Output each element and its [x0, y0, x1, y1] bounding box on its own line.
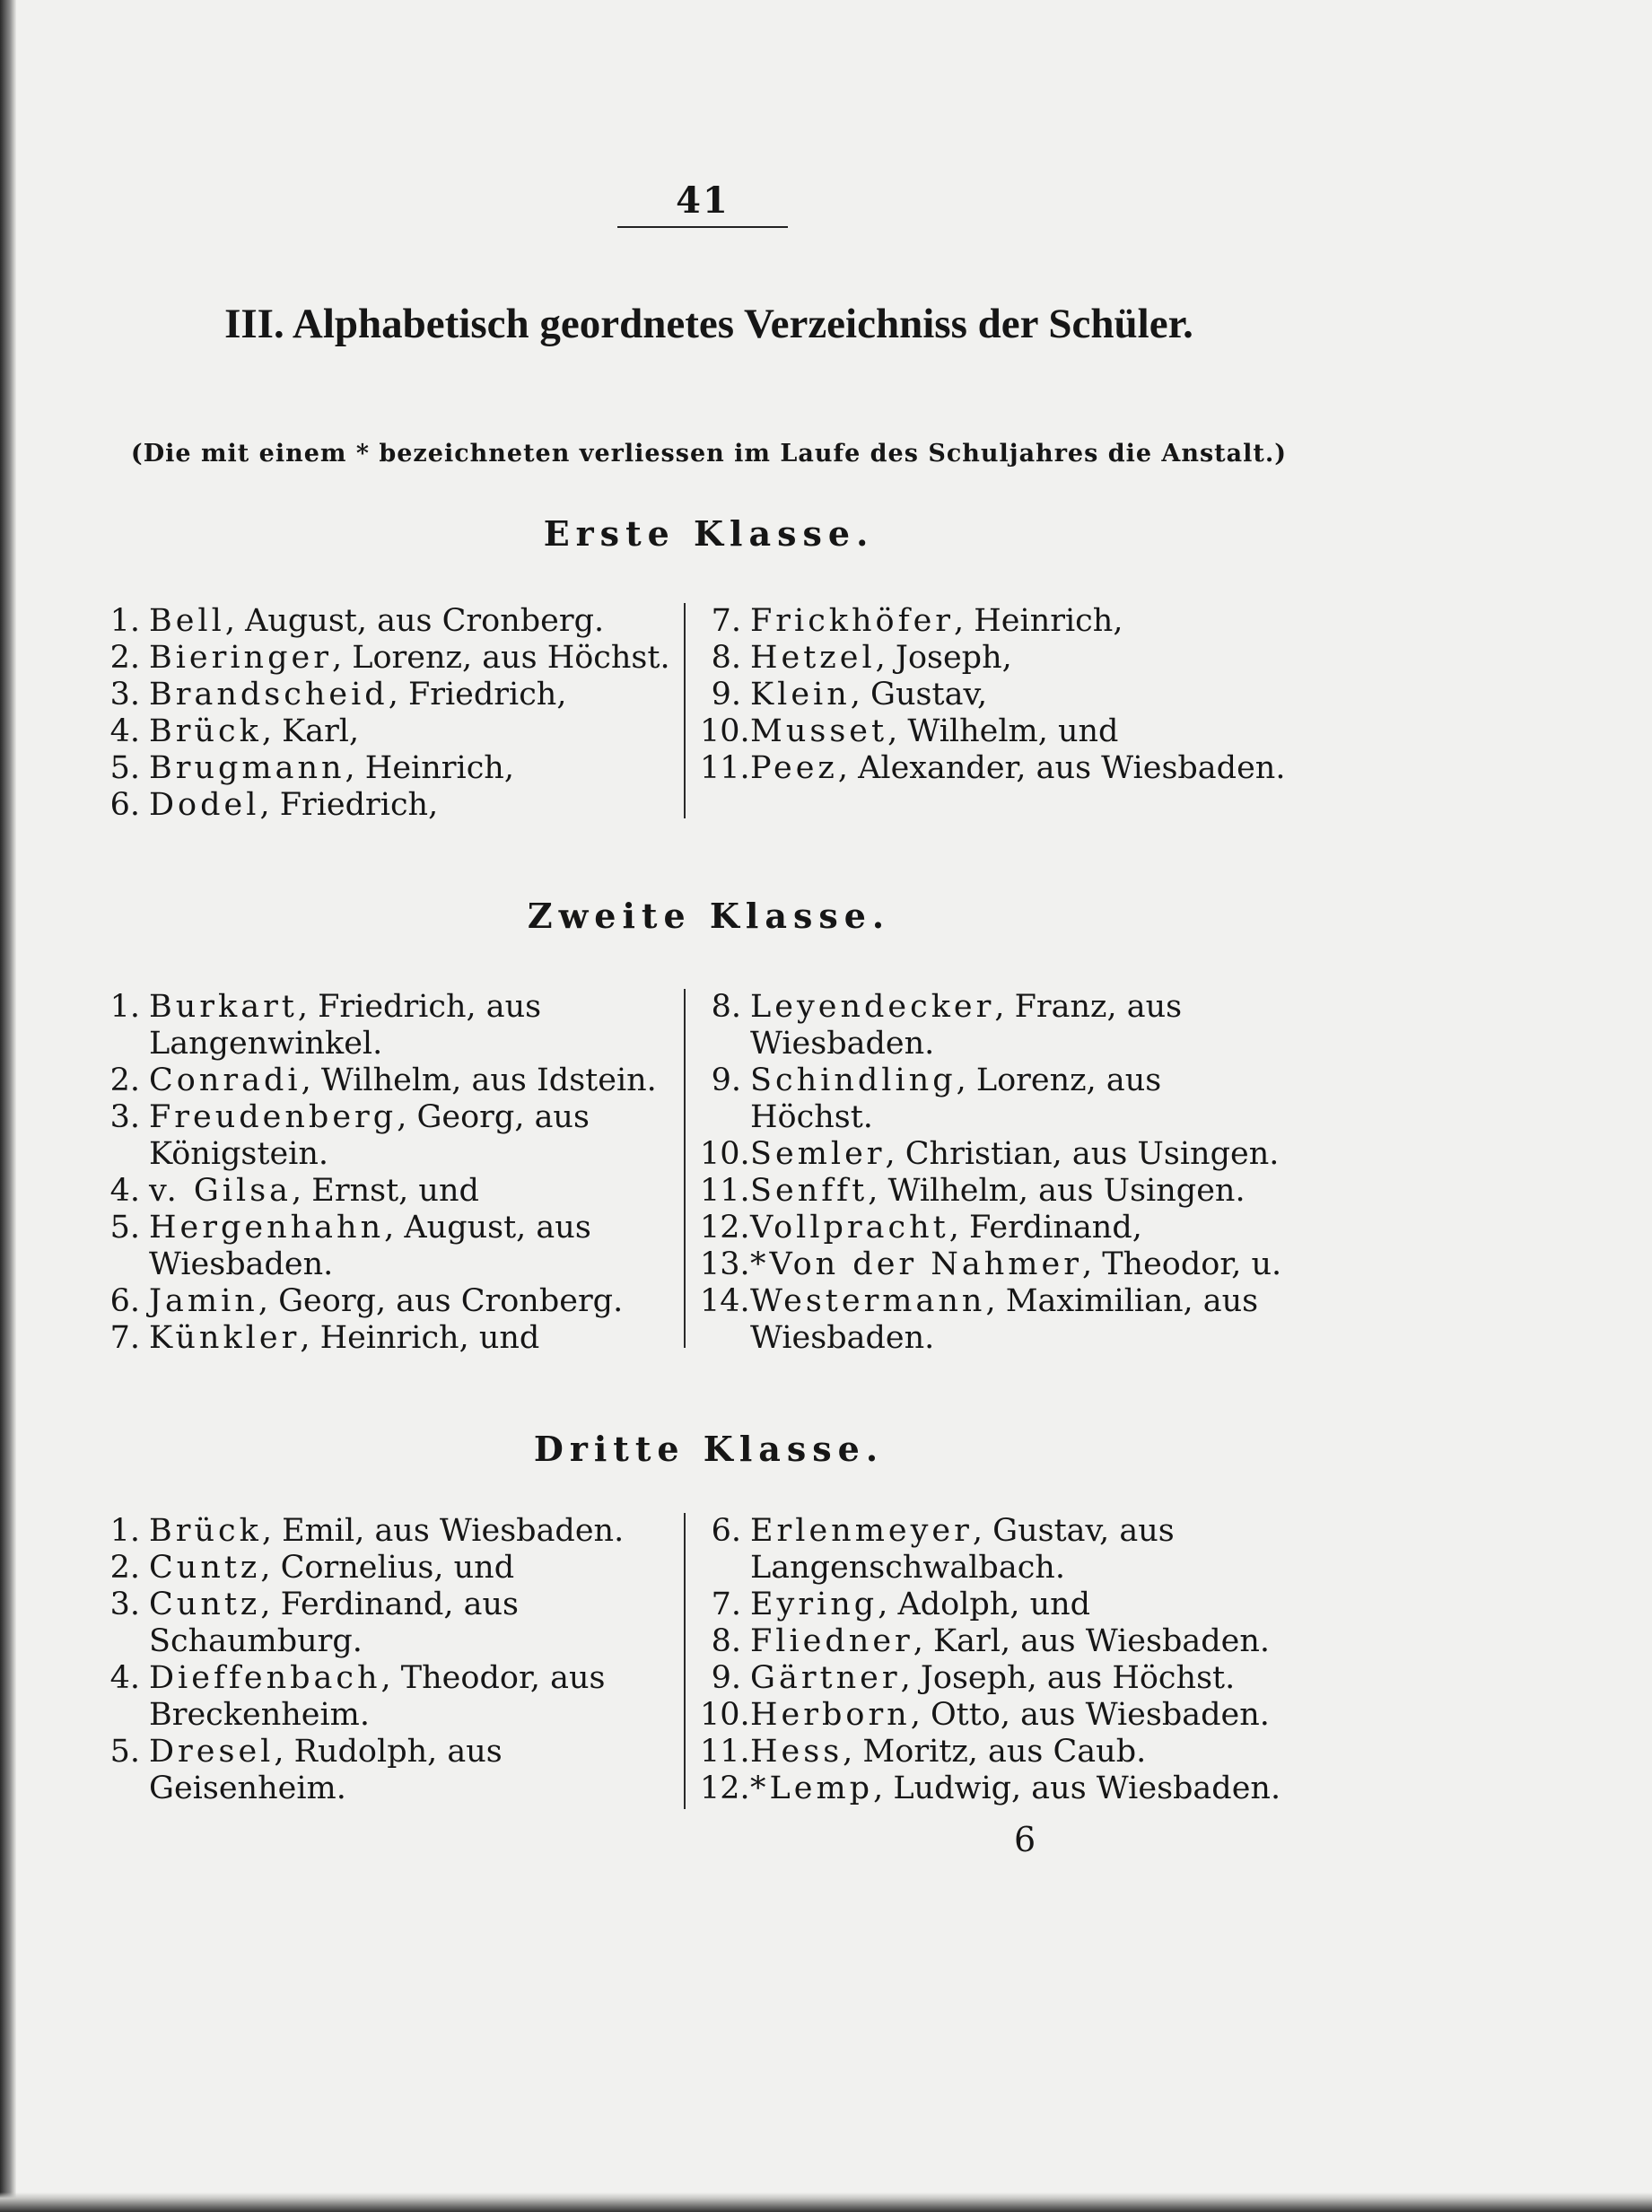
list-item: 7. Eyring, Adolph, und — [711, 1587, 1091, 1622]
list-item: 8. Hetzel, Joseph, — [711, 640, 1012, 676]
class-heading-1: Erste Klasse. — [543, 513, 875, 554]
list-item: 9. Schindling, Lorenz, aus Höchst. — [711, 1062, 1162, 1135]
class-2-right-list — [700, 989, 1292, 1357]
list-item: 4. Dieffenbach, Theodor, aus Breckenheim. — [109, 1660, 606, 1733]
list-item: 10. Herborn, Otto, aus Wiesbaden. — [700, 1697, 1270, 1733]
list-item: 3. Cuntz, Ferdinand, aus Schaumburg. — [109, 1587, 520, 1659]
list-item: 6. Erlenmeyer, Gustav, aus Langenschwalbach. — [711, 1513, 1175, 1586]
list-item: 10. Musset, Wilhelm, und — [700, 713, 1119, 749]
signature-mark: 6 — [1014, 1820, 1036, 1859]
column-divider — [684, 1513, 686, 1809]
class-heading-2: Zweite Klasse. — [527, 896, 891, 936]
list-item: 3. Freudenberg, Georg, aus Königstein. — [109, 1099, 590, 1172]
list-item: 6. Dodel, Friedrich, — [109, 787, 439, 823]
class-heading-3: Dritte Klasse. — [533, 1429, 885, 1469]
list-item: 5. Hergenhahn, August, aus Wiesbaden. — [109, 1210, 591, 1282]
list-item: 8. Fliedner, Karl, aus Wiesbaden. — [711, 1623, 1271, 1659]
list-item: 7. Künkler, Heinrich, und — [109, 1320, 540, 1356]
list-item: 2. Bieringer, Lorenz, aus Höchst. — [109, 640, 670, 676]
list-item: 14. Westermann, Maximilian, aus Wiesbaden. — [700, 1283, 1259, 1356]
list-item: 5. Brugmann, Heinrich, — [109, 750, 514, 786]
list-item: 13. *Von der Nahmer, Theodor, u. — [700, 1246, 1282, 1282]
page-number-rule — [617, 226, 788, 228]
column-divider — [684, 603, 686, 818]
list-item: 11. Senfft, Wilhelm, aus Usingen. — [700, 1173, 1246, 1209]
list-item: 2. Conradi, Wilhelm, aus Idstein. — [109, 1062, 657, 1098]
list-item: 7. Frickhöfer, Heinrich, — [711, 603, 1123, 639]
section-title: III. Alphabetisch geordnetes Verzeichniss der Schüler. — [224, 301, 1193, 347]
list-item: 1. Bell, August, aus Cronberg. — [109, 603, 605, 639]
list-item: 11. Peez, Alexander, aus Wiesbaden. — [700, 750, 1286, 786]
list-item: 5. Dresel, Rudolph, aus Geisenheim. — [109, 1734, 503, 1806]
column-divider — [684, 989, 686, 1348]
list-item: 1. Brück, Emil, aus Wiesbaden. — [109, 1513, 625, 1549]
list-item: 3. Brandscheid, Friedrich, — [109, 677, 567, 713]
list-item: 11. Hess, Moritz, aus Caub. — [700, 1734, 1147, 1770]
list-item: 1. Burkart, Friedrich, aus Langenwinkel. — [109, 989, 542, 1062]
list-item: 8. Leyendecker, Franz, aus Wiesbaden. — [711, 989, 1183, 1062]
list-item: 6. Jamin, Georg, aus Cronberg. — [109, 1283, 624, 1319]
class-1-right-list — [700, 603, 1292, 787]
page-edge-bottom — [0, 2192, 1652, 2212]
list-item: 4. Brück, Karl, — [109, 713, 360, 749]
page-number: 41 — [676, 179, 730, 222]
class-2-left-list — [99, 989, 673, 1357]
class-1-left-list — [99, 603, 673, 824]
page-edge-left — [0, 0, 16, 2212]
class-3-left-list — [99, 1513, 673, 1807]
section-note: (Die mit einem * bezeichneten verliessen im Laufe des Schuljahres die Anstalt.) — [130, 440, 1288, 468]
list-item: 2. Cuntz, Cornelius, und — [109, 1550, 515, 1586]
list-item: 12. *Lemp, Ludwig, aus Wiesbaden. — [700, 1770, 1281, 1806]
list-item: 10. Semler, Christian, aus Usingen. — [700, 1136, 1280, 1172]
list-item: 9. Gärtner, Joseph, aus Höchst. — [711, 1660, 1236, 1696]
list-item: 12. Vollpracht, Ferdinand, — [700, 1210, 1142, 1246]
class-3-right-list — [700, 1513, 1292, 1807]
list-item: 4. v. Gilsa, Ernst, und — [109, 1173, 479, 1209]
list-item: 9. Klein, Gustav, — [711, 677, 988, 713]
